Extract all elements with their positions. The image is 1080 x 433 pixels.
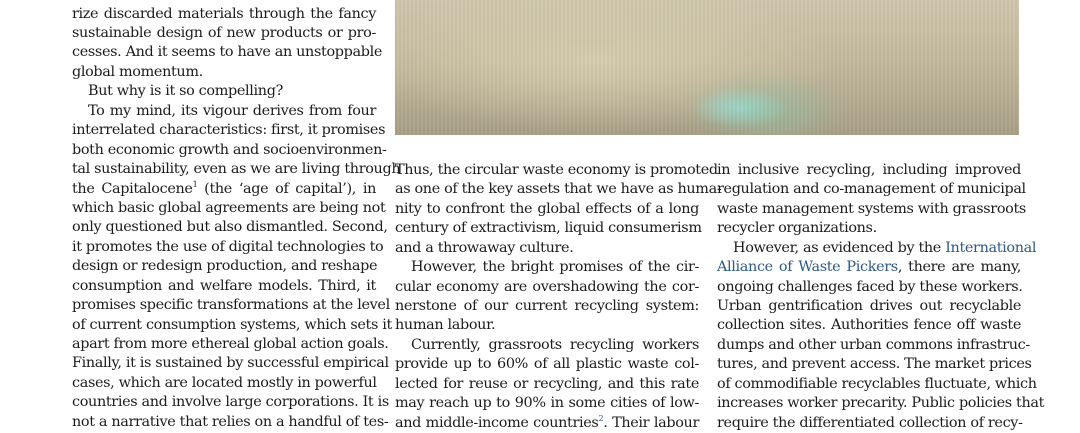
paragraph-line: design or redesign production, and reshape [72,258,378,274]
paragraph-line: However, the bright promises of the cir- [411,259,699,275]
paragraph-line: century of extractivism, liquid consumerism [395,220,702,236]
paragraph-line: To my mind, its vigour derives from four [88,103,376,119]
paragraph-line: consumption and welfare models. Third, it [72,278,376,294]
paragraph-text: However, as evidenced by the [733,240,946,256]
paragraph-text: the Capitalocene [72,181,193,197]
paragraph-line: provide up to 60% of all plastic waste col- [395,356,699,372]
paragraph-line: of current consumption systems, which sets it [72,317,392,333]
paragraph-line: apart from more ethereal global action goals. [72,336,389,352]
paragraph-line: rize discarded materials through the fancy [72,6,376,22]
paragraph-text: (the ‘age of capital’), in [197,181,377,197]
paragraph-line: which basic global agreements are being not [72,200,386,216]
paragraph-text: , there are many, [897,259,1021,275]
paragraph-line [395,413,699,433]
paragraph-line: may reach up to 90% in some cities of low- [395,395,699,411]
article-photo [395,0,1019,135]
paragraph-text: . Their labour [603,415,699,431]
paragraph-line: sustainable design of new products or pro- [72,25,376,41]
paragraph-line [717,257,1021,277]
paragraph-line: lected for reuse or recycling, and this rate [395,376,699,392]
paragraph-line: recycler organizations. [717,220,877,236]
paragraph-line: increases worker precarity. Public policies that [717,395,1045,411]
paragraph-line: waste management systems with grassroots [717,201,1026,217]
paragraph-line: But why is it so compelling? [88,83,283,99]
paragraph-line: not a narrative that relies on a handful of tes- [72,414,389,430]
footnote-marker[interactable]: 1 [192,180,198,189]
paragraph-line: tures, and prevent access. The market prices [717,356,1032,372]
paragraph-line: regulation and co-management of municipal [717,181,1026,197]
footnote-marker[interactable]: 2 [598,414,604,423]
paragraph-line: only questioned but also dismantled. Second, [72,219,388,235]
paragraph-line: ongoing challenges faced by these workers. [717,279,1023,295]
paragraph-line [717,238,1037,258]
paragraph-line [72,179,376,199]
paragraph-line: tal sustainability, even as we are living through [72,161,401,177]
paragraph-line: nity to confront the global effects of a long [395,201,699,217]
paragraph-line: interrelated characteristics: first, it promises [72,122,386,138]
iawp-link-continued[interactable]: Alliance of Waste Pickers [717,259,898,275]
paragraph-line: both economic growth and socioenvironmen- [72,142,387,158]
paragraph-line: it promotes the use of digital technologies to [72,239,384,255]
paragraph-line: nerstone of our current recycling system: [395,298,699,314]
paragraph-line: Finally, it is sustained by successful empirical [72,355,389,371]
paragraph-line: cesses. And it seems to have an unstoppable [72,44,382,60]
paragraph-text: and middle-income countries [395,415,599,431]
iawp-link[interactable]: International [945,240,1037,256]
paragraph-line: cular economy are overshadowing the cor- [395,279,699,295]
paragraph-line: countries and involve large corporations. It is [72,394,389,410]
paragraph-line: as one of the key assets that we have as huma- [395,181,722,197]
paragraph-line: collection sites. Authorities fence off waste [717,317,1021,333]
paragraph-line: global momentum. [72,64,203,80]
paragraph-line: promises specific transformations at the level [72,297,390,313]
paragraph-line: and a throwaway culture. [395,240,574,256]
paragraph-line: dumps and other urban commons infrastruc- [717,337,1030,353]
paragraph-line: human labour. [395,317,496,333]
paragraph-line: Urban gentrification drives out recyclable [717,298,1021,314]
paragraph-line: cases, which are located mostly in powerful [72,375,377,391]
paragraph-line: require the differentiated collection of recy- [717,415,1023,431]
paragraph-line: Thus, the circular waste economy is promoted [395,162,718,178]
paragraph-line: of commodifiable recyclables fluctuate, which [717,376,1037,392]
paragraph-line: in inclusive recycling, including improved [717,162,1021,178]
paragraph-line: Currently, grassroots recycling workers [411,337,699,353]
